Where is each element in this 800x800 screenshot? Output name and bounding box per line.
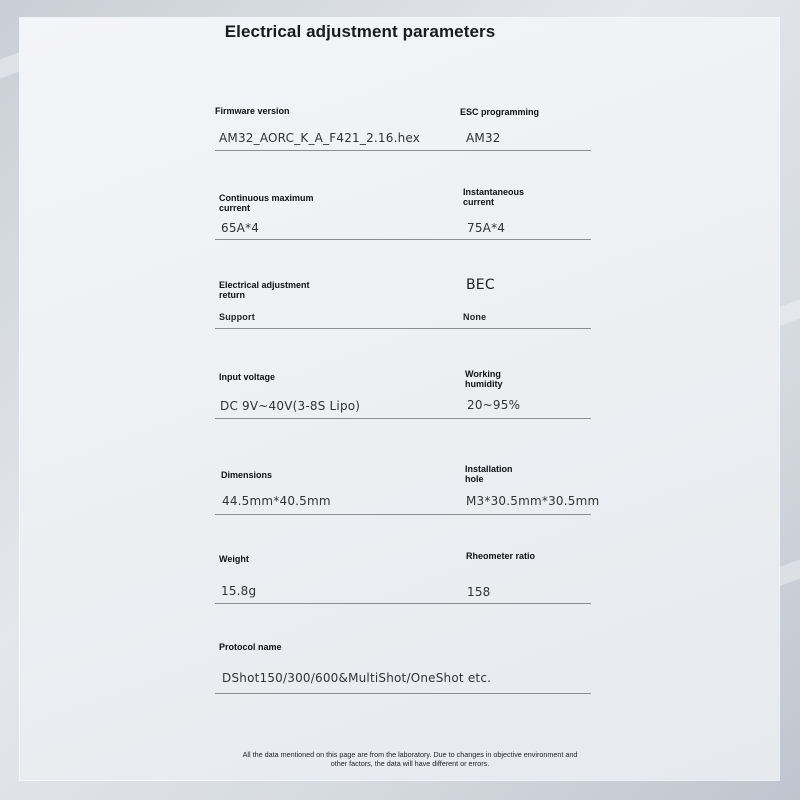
dimensions-label: Dimensions [221,470,273,480]
rheometer-ratio-value: 158 [467,585,491,599]
electrical-return-label: Electrical adjustment return [219,280,310,300]
divider [455,603,591,604]
divider [215,239,455,240]
continuous-current-value: 65A*4 [221,221,260,235]
electrical-return-value: Support [219,312,255,322]
divider [215,150,455,151]
instantaneous-current-label: Instantaneous current [463,187,525,207]
instantaneous-current-value: 75A*4 [467,221,506,235]
firmware-version-value: AM32_AORC_K_A_F421_2.16.hex [219,131,421,145]
weight-label: Weight [219,554,249,564]
divider [455,150,591,151]
input-voltage-label: Input voltage [219,372,275,382]
divider [215,418,455,419]
dimensions-value: 44.5mm*40.5mm [222,494,331,508]
weight-value: 15.8g [221,584,257,598]
continuous-current-label: Continuous maximum current [219,193,314,213]
divider [215,603,455,604]
working-humidity-value: 20~95% [467,398,521,412]
protocol-name-value: DShot150/300/600&MultiShot/OneShot etc. [222,671,492,685]
page-title: Electrical adjustment parameters [224,22,496,41]
input-voltage-value: DC 9V~40V(3-8S Lipo) [220,399,361,413]
divider [215,328,455,329]
esc-programming-value: AM32 [466,131,501,145]
protocol-name-label: Protocol name [219,642,282,652]
rheometer-ratio-label: Rheometer ratio [466,551,536,561]
divider [215,514,455,515]
divider [455,418,591,419]
bec-value: None [463,312,487,322]
divider [455,328,591,329]
installation-hole-value: M3*30.5mm*30.5mm [466,494,600,508]
divider [455,514,591,515]
divider [455,239,591,240]
divider [215,693,591,694]
bec-label: BEC [466,277,495,293]
firmware-version-label: Firmware version [215,106,290,116]
disclaimer-footer: All the data mentioned on this page are from the laboratory. Due to changes in objective environment and other factors, the data will have different or errors. [242,750,578,768]
working-humidity-label: Working humidity [465,369,503,389]
esc-programming-label: ESC programming [460,107,540,117]
installation-hole-label: Installation hole [465,464,513,484]
